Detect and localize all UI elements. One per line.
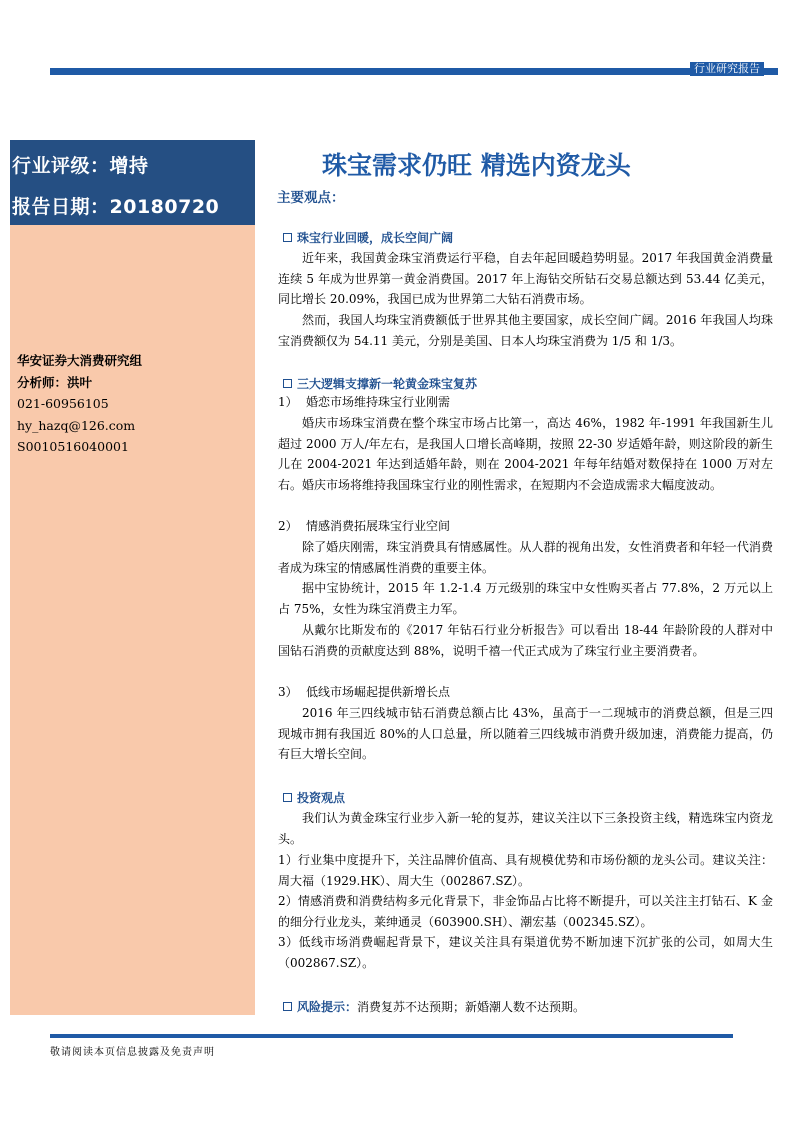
paragraph: 据中宝协统计，2015 年 1.2-1.4 万元级别的珠宝中女性购买者占 77.8%，2 万元以上占 75%，女性为珠宝消费主力军。 [278,581,773,616]
paragraph: 1）行业集中度提升下，关注品牌价值高、具有规模优势和市场份额的龙头公司。建议关注：周大福（1929.HK）、周大生（002867.SZ）。 [278,853,773,888]
paragraph: 从戴尔比斯发布的《2017 年钻石行业分析报告》可以看出 18-44 年龄阶段的人群对中国钻石消费的贡献度达到 88%，说明千禧一代正式成为了珠宝行业主要消费者。 [278,623,773,658]
checkbox-icon [283,379,292,388]
rating-box [10,140,255,225]
checkbox-icon [283,233,292,242]
section-title: 投资观点 [297,791,346,805]
paragraph: 除了婚庆刚需，珠宝消费具有情感属性。从人群的视角出发，女性消费者和年轻一代消费者成为珠宝的情感属性消费的重要主体。 [278,540,773,575]
paragraph: 近年来，我国黄金珠宝消费运行平稳，自去年起回暖趋势明显。2017 年我国黄金消费量连续 5 年成为世界第一黄金消费国。2017 年上海钻交所钻石交易总额达到 53.44 亿美元，同比增长 20.09%，我国已成为世界第二大钻石消费市场。 [278,251,773,306]
item-number: 3） [278,685,298,699]
section-head-three-logics [283,375,477,392]
paragraph: 2）情感消费和消费结构多元化背景下，非金饰品占比将不断提升，可以关注主打钻石、K 金的细分行业龙头，莱绅通灵（603900.SH）、潮宏基（002345.SZ）。 [278,894,773,929]
checkbox-icon [283,1002,292,1011]
item-title: 低线市场崛起提供新增长点 [306,685,451,699]
report-date: 报告日期：20180720 [12,196,220,218]
footer-disclaimer: 敬请阅读本页信息披露及免责声明 [50,1047,215,1058]
analyst-email: hy_hazq@126.com [17,417,136,433]
top-rule [50,68,778,75]
analyst-license: S0010516040001 [17,439,129,454]
section-head-recovery [283,229,453,246]
section-title: 三大逻辑支撑新一轮黄金珠宝复苏 [297,377,478,391]
section-title: 珠宝行业回暖，成长空间广阔 [297,231,454,245]
paragraph: 我们认为黄金珠宝行业步入新一轮的复苏，建议关注以下三条投资主线，精选珠宝内资龙头。 [278,811,773,846]
research-group: 华安证券大消费研究组 [17,353,143,368]
item-heading [278,682,450,703]
risk-text: 消费复苏不达预期；新婚潮人数不达预期。 [357,1000,586,1014]
page-title: 珠宝需求仍旺 精选内资龙头 [322,151,631,180]
item-heading [278,516,450,537]
risk-warning [283,998,585,1015]
risk-label: 风险提示： [297,1000,358,1014]
sidebar [10,140,255,1015]
industry-rating: 行业评级：增持 [12,155,149,177]
analyst-info [17,350,142,458]
section-head-investment [283,789,345,806]
main-points-label: 主要观点： [277,190,345,206]
paragraph: 3）低线市场消费崛起背景下，建议关注具有渠道优势不断加速下沉扩张的公司，如周大生（002867.SZ）。 [278,935,773,970]
item-title: 婚恋市场维持珠宝行业刚需 [306,395,451,409]
item-number: 1） [278,395,298,409]
paragraph: 2016 年三四线城市钻石消费总额占比 43%，虽高于一二现城市的消费总额，但是三四现城市拥有我国近 80%的人口总量，所以随着三四线城市消费升级加速，消费能力提高，仍有巨大增长空间。 [278,706,773,761]
checkbox-icon [283,793,292,802]
item-number: 2） [278,519,298,533]
analyst-phone: 021-60956105 [17,396,109,411]
analyst-name: 分析师：洪叶 [17,374,93,390]
header-tag: 行业研究报告 [690,62,764,76]
paragraph: 然而，我国人均珠宝消费额低于世界其他主要国家，成长空间广阔。2016 年我国人均珠宝消费额仅为 54.11 美元，分别是美国、日本人均珠宝消费为 1/5 和 1/3。 [278,313,773,348]
item-heading [278,392,450,413]
paragraph: 婚庆市场珠宝消费在整个珠宝市场占比第一，高达 46%，1982 年-1991 年我国新生儿超过 2000 万人/年左右，是我国人口增长高峰期，按照 22-30 岁适婚年龄，则这阶段的新生儿在 2004-2021 年达到适婚年龄，则在 2004-2021 年每年结婚对数保持在 1000 万对左右。婚庆市场将维持我国珠宝行业的刚性需求，在短期内不会造成需求大幅度波动。 [278,416,773,492]
item-title: 情感消费拓展珠宝行业空间 [306,519,451,533]
bottom-rule [50,1034,733,1038]
